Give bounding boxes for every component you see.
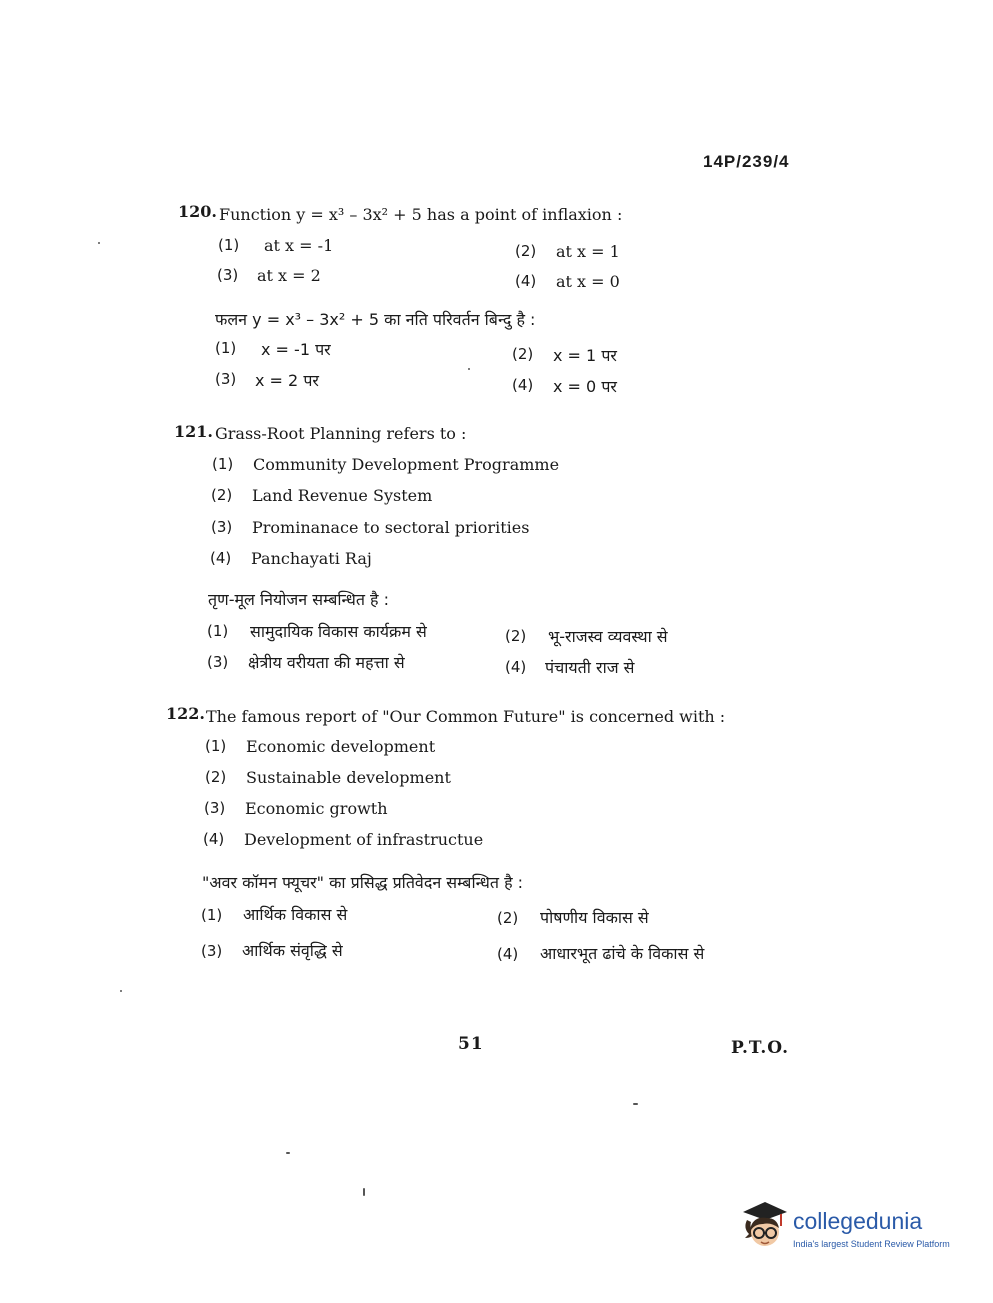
- option-text: Economic development: [246, 737, 436, 756]
- hindi-question-text: तृण-मूल नियोजन सम्बन्धित है :: [208, 590, 389, 609]
- hindi-question-text: फलन y = x³ – 3x² + 5 का नति परिवर्तन बिन्दु है :: [215, 310, 536, 329]
- hindi-option-text: आर्थिक संवृद्धि से: [242, 941, 343, 960]
- option-text: at x = 2: [257, 266, 321, 285]
- paper-code: 14P/239/4: [703, 152, 790, 171]
- option-number: (4): [210, 549, 232, 567]
- hindi-option-number: (2): [497, 909, 519, 927]
- option-number: (4): [203, 830, 225, 848]
- hindi-option-number: (3): [201, 942, 223, 960]
- option-text: Prominanace to sectoral priorities: [252, 518, 530, 537]
- question-text: The famous report of "Our Common Future" is concerned with :: [206, 707, 726, 726]
- hindi-option-number: (2): [505, 627, 527, 645]
- scan-speck: [286, 1152, 290, 1154]
- hindi-option-text: x = 0 पर: [553, 377, 617, 396]
- hindi-option-text: पंचायती राज से: [545, 658, 635, 677]
- option-number: (3): [217, 266, 239, 284]
- option-number: (4): [515, 272, 537, 290]
- option-text: Land Revenue System: [252, 486, 433, 505]
- option-text: Economic growth: [245, 799, 388, 818]
- hindi-option-text: आधारभूत ढांचे के विकास से: [540, 944, 705, 963]
- hindi-option-text: भू-राजस्व व्यवस्था से: [548, 627, 668, 646]
- scan-speck: [363, 1188, 365, 1196]
- question-number: 120.: [178, 202, 217, 221]
- brand-name: collegedunia: [793, 1208, 923, 1234]
- option-text: at x = 0: [556, 272, 620, 291]
- question-number: 121.: [174, 422, 213, 441]
- collegedunia-logo: [735, 1198, 965, 1258]
- option-number: (3): [211, 518, 233, 536]
- hindi-option-text: क्षेत्रीय वरीयता की महत्ता से: [248, 653, 405, 672]
- option-text: Community Development Programme: [253, 455, 560, 474]
- hindi-option-number: (2): [512, 345, 534, 363]
- option-text: at x = 1: [556, 242, 620, 261]
- question-text: Grass-Root Planning refers to :: [215, 424, 467, 443]
- scan-speck: [468, 368, 470, 370]
- option-number: (1): [212, 455, 234, 473]
- hindi-question-text: "अवर कॉमन फ्यूचर" का प्रसिद्ध प्रतिवेदन सम्बन्धित है :: [202, 873, 524, 892]
- hindi-option-number: (4): [505, 658, 527, 676]
- option-number: (2): [515, 242, 537, 260]
- page-number: 51: [458, 1034, 484, 1054]
- option-text: Development of infrastructue: [244, 830, 484, 849]
- hindi-option-number: (4): [512, 376, 534, 394]
- hindi-option-number: (1): [207, 622, 229, 640]
- scan-speck: [120, 990, 122, 992]
- option-text: Sustainable development: [246, 768, 451, 787]
- pto-label: P.T.O.: [731, 1038, 789, 1058]
- hindi-option-number: (4): [497, 945, 519, 963]
- mascot-icon: [735, 1198, 791, 1254]
- hindi-option-text: x = 1 पर: [553, 346, 617, 365]
- hindi-option-number: (1): [215, 339, 237, 357]
- option-text: at x = -1: [264, 236, 334, 255]
- option-number: (2): [205, 768, 227, 786]
- option-number: (1): [218, 236, 240, 254]
- hindi-option-text: पोषणीय विकास से: [540, 908, 649, 927]
- option-number: (1): [205, 737, 227, 755]
- question-number: 122.: [166, 704, 205, 723]
- scan-speck: [98, 242, 100, 244]
- hindi-option-number: (3): [207, 653, 229, 671]
- option-number: (3): [204, 799, 226, 817]
- hindi-option-text: x = 2 पर: [255, 371, 319, 390]
- question-text: Function y = x³ – 3x² + 5 has a point of inflaxion :: [219, 205, 623, 224]
- scan-speck: [633, 1103, 638, 1105]
- hindi-option-number: (3): [215, 370, 237, 388]
- hindi-option-text: सामुदायिक विकास कार्यक्रम से: [250, 622, 427, 641]
- option-text: Panchayati Raj: [251, 549, 372, 568]
- hindi-option-text: x = -1 पर: [261, 340, 331, 359]
- hindi-option-text: आर्थिक विकास से: [243, 905, 348, 924]
- hindi-option-number: (1): [201, 906, 223, 924]
- option-number: (2): [211, 486, 233, 504]
- brand-tagline: India's largest Student Review Platform: [793, 1239, 950, 1249]
